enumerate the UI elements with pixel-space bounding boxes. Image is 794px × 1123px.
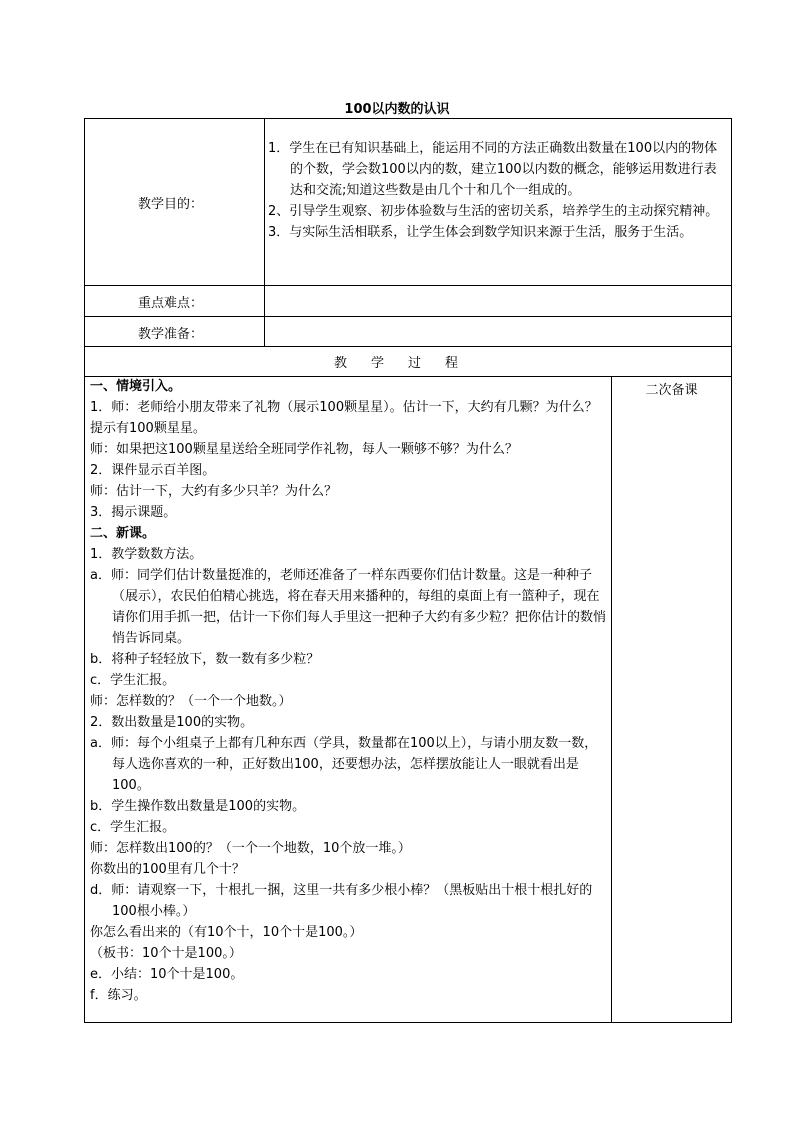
preparation-label: 教学准备： — [138, 327, 204, 342]
process-line: b．学生操作数出数量是100的实物。 — [90, 799, 306, 814]
process-line: 师：如果把这100颗星星送给全班同学作礼物，每人一颗够不够？为什么？ — [90, 442, 518, 457]
document-title: 100以内数的认识 — [344, 102, 450, 117]
section-heading: 二、新课。 — [90, 526, 156, 541]
process-line: 1．师：老师给小朋友带来了礼物（展示100颗星星）。估计一下，大约有几颗？为什么？ — [90, 400, 598, 415]
goals-list — [268, 138, 728, 243]
goals-label: 教学目的： — [138, 197, 204, 212]
process-line: 师：怎样数出100的？（一个一个地数，10个放一堆。） — [90, 841, 411, 856]
process-line: 师：怎样数的？（一个一个地数。） — [90, 694, 292, 709]
second-prep-label: 二次备课 — [645, 383, 698, 398]
process-line: 1．教学数数方法。 — [90, 547, 203, 562]
process-header: 教学过程 — [333, 356, 482, 371]
process-line: c．学生汇报。 — [90, 820, 176, 835]
section-heading: 一、情境引入。 — [90, 379, 182, 394]
process-line: （板书：10个十是100。） — [90, 946, 242, 961]
process-line: 3．揭示课题。 — [90, 505, 177, 520]
preparation-content-cell — [264, 316, 732, 347]
process-line: 你怎么看出来的（有10个十，10个十是100。） — [90, 925, 363, 940]
goal-item: 3．与实际生活相联系，让学生体会到数学知识来源于生活，服务于生活。 — [268, 225, 693, 240]
goal-item: 2、引导学生观察、初步体验数与生活的密切关系，培养学生的主动探究精神。 — [268, 204, 719, 219]
process-line: c．学生汇报。 — [90, 673, 176, 688]
process-line: a．师：每个小组桌子上都有几种东西（学具，数量都在100以上），与请小朋友数一数，每人选你喜欢的一种，正好数出100，还要想办法，怎样摆放能让人一眼就看出是100。 — [90, 736, 598, 793]
process-line: 师：估计一下，大约有多少只羊？为什么？ — [90, 484, 338, 499]
process-line: 2．课件显示百羊图。 — [90, 463, 216, 478]
process-line: 2．数出数量是100的实物。 — [90, 715, 254, 730]
process-line: e．小结：10个十是100。 — [90, 967, 244, 982]
goal-item: 1．学生在已有知识基础上，能运用不同的方法正确数出数量在100以内的物体的个数，学会数100以内的数，建立100以内数的概念，能够运用数进行表达和交流;知道这些数是由几个十和几个一组成的。 — [268, 141, 718, 198]
process-line: d．师：请观察一下，十根扎一捆，这里一共有多少根小棒？（黑板贴出十根十根扎好的100根小棒。） — [90, 883, 593, 919]
process-line: f．练习。 — [90, 988, 147, 1003]
process-line: b．将种子轻轻放下，数一数有多少粒？ — [90, 652, 320, 667]
process-body — [90, 376, 608, 1006]
process-line: a．师：同学们估计数量挺准的，老师还准备了一样东西要你们估计数量。这是一种种子（展示），农民伯伯精心挑选，将在春天用来播种的，每组的桌面上有一篮种子，现在请你们用手抓一把，估计一下你们每人手里这一把种子大约有多少粒？把你估计的数悄悄告诉同桌。 — [90, 568, 607, 646]
key-points-label: 重点难点： — [138, 296, 204, 311]
second-prep-cell — [611, 376, 732, 1023]
process-line: 提示有100颗星星。 — [90, 421, 206, 436]
process-line: 你数出的100里有几个十？ — [90, 862, 245, 877]
key-points-content-cell — [264, 285, 732, 317]
